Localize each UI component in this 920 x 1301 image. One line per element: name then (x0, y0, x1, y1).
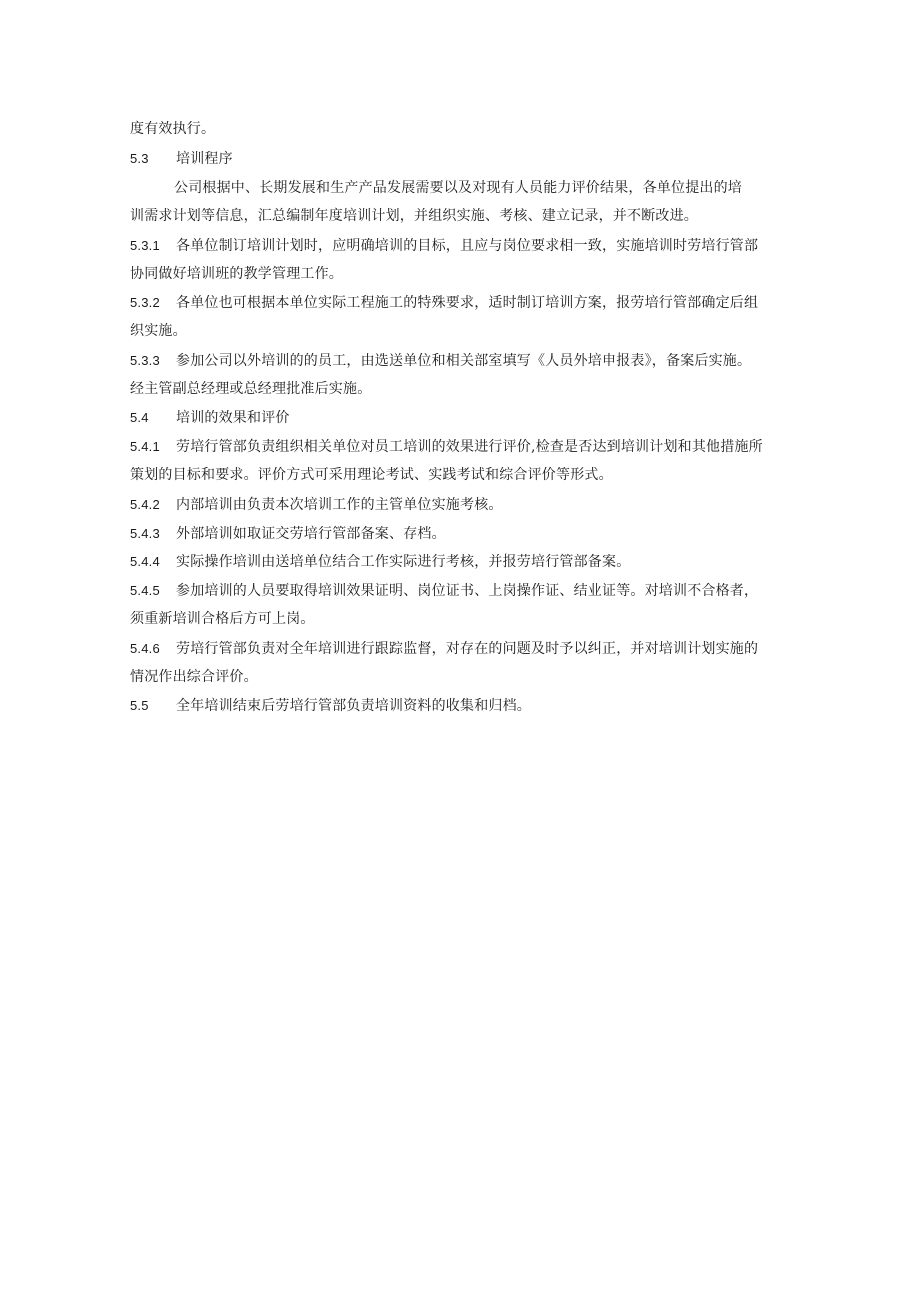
line-text: 协同做好培训班的教学管理工作。 (130, 266, 343, 282)
clause-number: 5.4.4 (130, 554, 160, 569)
clause-text: 劳培行管部负责对全年培训进行跟踪监督，对存在的问题及时予以纠正，并对培训计划实施的 (176, 641, 759, 657)
line-text: 公司根据中、长期发展和生产产品发展需要以及对现有人员能力评价结果，各单位提出的培 (174, 180, 742, 196)
section-text: 全年培训结束后劳培行管部负责培训资料的收集和归档。 (176, 698, 531, 714)
line-text: 策划的目标和要求。评价方式可采用理论考试、实践考试和综合评价等形式。 (130, 467, 613, 483)
clause-5-3-1 (130, 237, 820, 255)
clause-number: 5.4.5 (130, 583, 160, 598)
clause-5-4-1 (130, 438, 820, 456)
paragraph-line (130, 380, 820, 398)
line-text: 情况作出综合评价。 (130, 669, 258, 685)
line-text: 经主管副总经理或总经理批准后实施。 (130, 381, 372, 397)
clause-text: 劳培行管部负责组织相关单位对员工培训的效果进行评价,检查是否达到培训计划和其他措施所 (176, 439, 763, 455)
line-text: 度有效执行。 (130, 121, 216, 137)
clause-5-4-5 (130, 582, 820, 600)
clause-5-4-4 (130, 553, 820, 571)
paragraph-line (130, 207, 820, 225)
clause-text: 参加公司以外培训的的员工，由选送单位和相关部室填写《人员外培申报表》，备案后实施。 (176, 353, 752, 369)
clause-5-4-2 (130, 496, 820, 514)
clause-5-3-3 (130, 352, 820, 370)
clause-number: 5.3.3 (130, 353, 160, 368)
clause-number: 5.4.1 (130, 439, 160, 454)
paragraph-line (130, 610, 820, 628)
section-number: 5.4 (130, 410, 149, 425)
line-text: 织实施。 (130, 323, 187, 339)
clause-number: 5.4.2 (130, 497, 160, 512)
paragraph-line (130, 466, 820, 484)
paragraph-line (130, 265, 820, 283)
clause-number: 5.3.1 (130, 238, 160, 253)
clause-text: 实际操作培训由送培单位结合工作实际进行考核，并报劳培行管部备案。 (176, 554, 631, 570)
clause-text: 参加培训的人员要取得培训效果证明、岗位证书、上岗操作证、结业证等。对培训不合格者， (176, 583, 759, 599)
clause-text: 各单位也可根据本单位实际工程施工的特殊要求，适时制订培训方案，报劳培行管部确定后组 (176, 295, 759, 311)
clause-text: 各单位制订培训计划时，应明确培训的目标，且应与岗位要求相一致，实施培训时劳培行管部 (176, 238, 759, 254)
paragraph-line (130, 322, 820, 340)
clause-5-4-6 (130, 640, 820, 658)
clause-5-3-2 (130, 294, 820, 312)
section-number: 5.5 (130, 698, 149, 713)
clause-number: 5.4.6 (130, 641, 160, 656)
line-text: 训需求计划等信息，汇总编制年度培训计划，并组织实施、考核、建立记录，并不断改进。 (130, 208, 698, 224)
clause-5-4-3 (130, 525, 820, 543)
paragraph-line (174, 179, 864, 197)
section-title: 培训的效果和评价 (176, 410, 290, 426)
section-heading-5-3 (130, 150, 820, 168)
clause-text: 内部培训由负责本次培训工作的主管单位实施考核。 (176, 497, 503, 513)
section-number: 5.3 (130, 151, 149, 166)
paragraph-continuation (130, 120, 820, 138)
section-heading-5-4 (130, 409, 820, 427)
section-title: 培训程序 (176, 151, 233, 167)
clause-number: 5.3.2 (130, 295, 160, 310)
paragraph-line (130, 668, 820, 686)
clause-number: 5.4.3 (130, 526, 160, 541)
section-heading-5-5 (130, 697, 820, 715)
line-text: 须重新培训合格后方可上岗。 (130, 611, 315, 627)
clause-text: 外部培训如取证交劳培行管部备案、存档。 (176, 526, 446, 542)
